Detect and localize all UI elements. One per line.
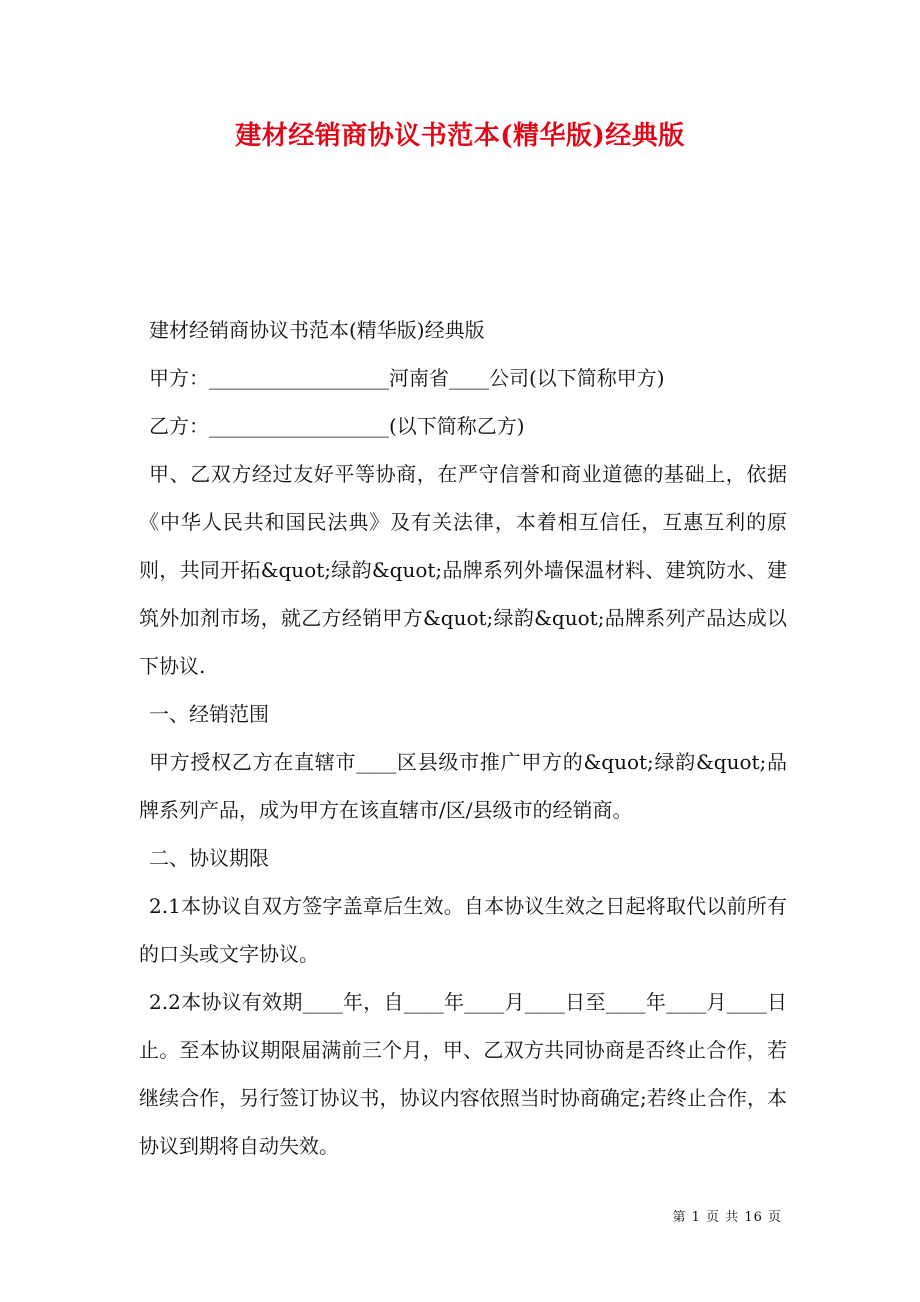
- document-body: [139, 306, 787, 1170]
- paragraph-party-a: 甲方：__________________河南省____公司(以下简称甲方): [149, 366, 665, 390]
- section-heading-term: 二、协议期限: [149, 846, 269, 870]
- document-title: 建材经销商协议书范本(精华版)经典版: [235, 121, 685, 151]
- paragraph-heading-repeat: 建材经销商协议书范本(精华版)经典版: [149, 318, 485, 342]
- paragraph-party-b: 乙方：__________________(以下简称乙方): [149, 414, 525, 438]
- paragraph-preamble: 甲、乙双方经过友好平等协商，在严守信誉和商业道德的基础上，依据《中华人民共和国民法典》及有关法律，本着相互信任，互惠互利的原则，共同开拓&quot;绿韵&quot;品牌系列外墙保温材料、建筑防水、建筑外加剂市场，就乙方经销甲方&quot;绿韵&quot;品牌系列产品达成以下协议.: [139, 462, 787, 678]
- paragraph-term-2-2: 2.2本协议有效期____年，自____年____月____日至____年____月____日止。至本协议期限届满前三个月，甲、乙双方共同协商是否终止合作，若继续合作，另行签订协议书，协议内容依照当时协商确定;若终止合作，本协议到期将自动失效。: [139, 990, 787, 1158]
- paragraph-scope: 甲方授权乙方在直辖市____区县级市推广甲方的&quot;绿韵&quot;品牌系列产品，成为甲方在该直辖市/区/县级市的经销商。: [139, 750, 787, 822]
- section-heading-scope: 一、经销范围: [149, 702, 269, 726]
- paragraph-term-2-1: 2.1本协议自双方签字盖章后生效。自本协议生效之日起将取代以前所有的口头或文字协议。: [139, 894, 787, 966]
- page-number-footer: 第 1 页 共 16 页: [672, 1210, 782, 1225]
